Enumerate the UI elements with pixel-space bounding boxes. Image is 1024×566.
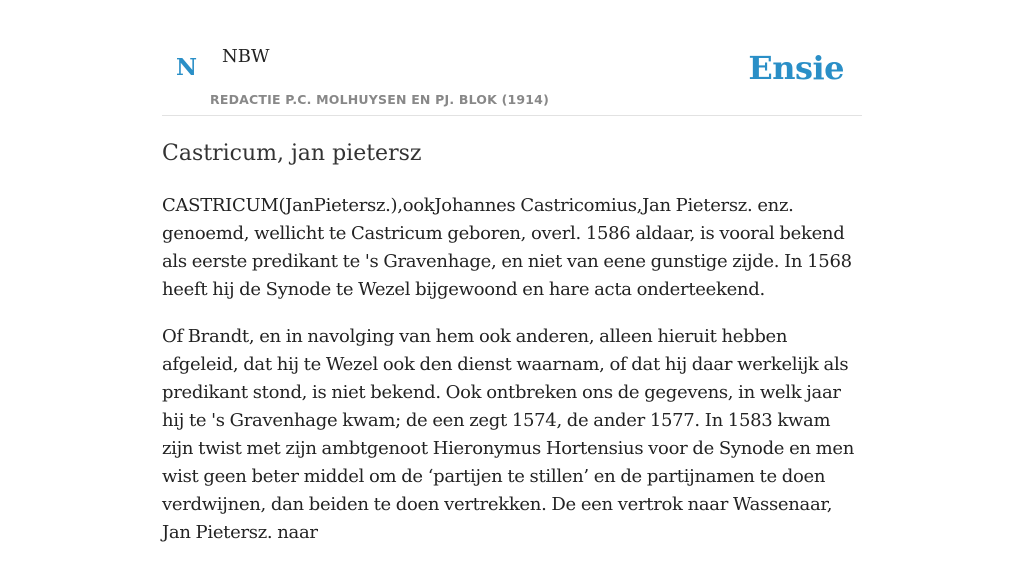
article-paragraph: Of Brandt, en in navolging van hem ook anderen, alleen hieruit hebben afgeleid, dat hij te Wezel ook den dienst waarnam, of dat hij daar werkelijk als predikant stond, is niet bekend. Ook ontbreken ons de gegevens, in welk jaar hij te 's Gravenhage kwam; de een zegt 1574, de ander 1577. In 1583 kwam zijn twist met zijn ambtgenoot Hieronymus Hortensius voor de Synode en men wist geen beter middel om de ‘partijen te stillen’ en de partijnamen te doen verdwijnen, dan beiden te doen vertrekken. De een vertrok naar Wassenaar, Jan Pietersz. naar: [162, 326, 855, 543]
article-paragraph: CASTRICUM(JanPietersz.),ookJohannes Castricomius,Jan Pietersz. enz. genoemd, wellicht te Castricum geboren, overl. 1586 aldaar, is vooral bekend als eerste predikant te 's Gravenhage, en niet van eene gunstige zijde. In 1568 heeft hij de Synode te Wezel bijgewoond en hare acta onderteekend.: [162, 195, 852, 300]
page-title: Castricum, jan pietersz: [162, 141, 422, 166]
header: [162, 36, 862, 116]
source-subtitle: REDACTIE P.C. MOLHUYSEN EN PJ. BLOK (1914): [210, 92, 549, 107]
source-logo[interactable]: N: [176, 54, 198, 81]
brand-logo[interactable]: Ensie: [748, 49, 844, 87]
source-name[interactable]: NBW: [222, 46, 270, 67]
article-body: [162, 192, 862, 566]
